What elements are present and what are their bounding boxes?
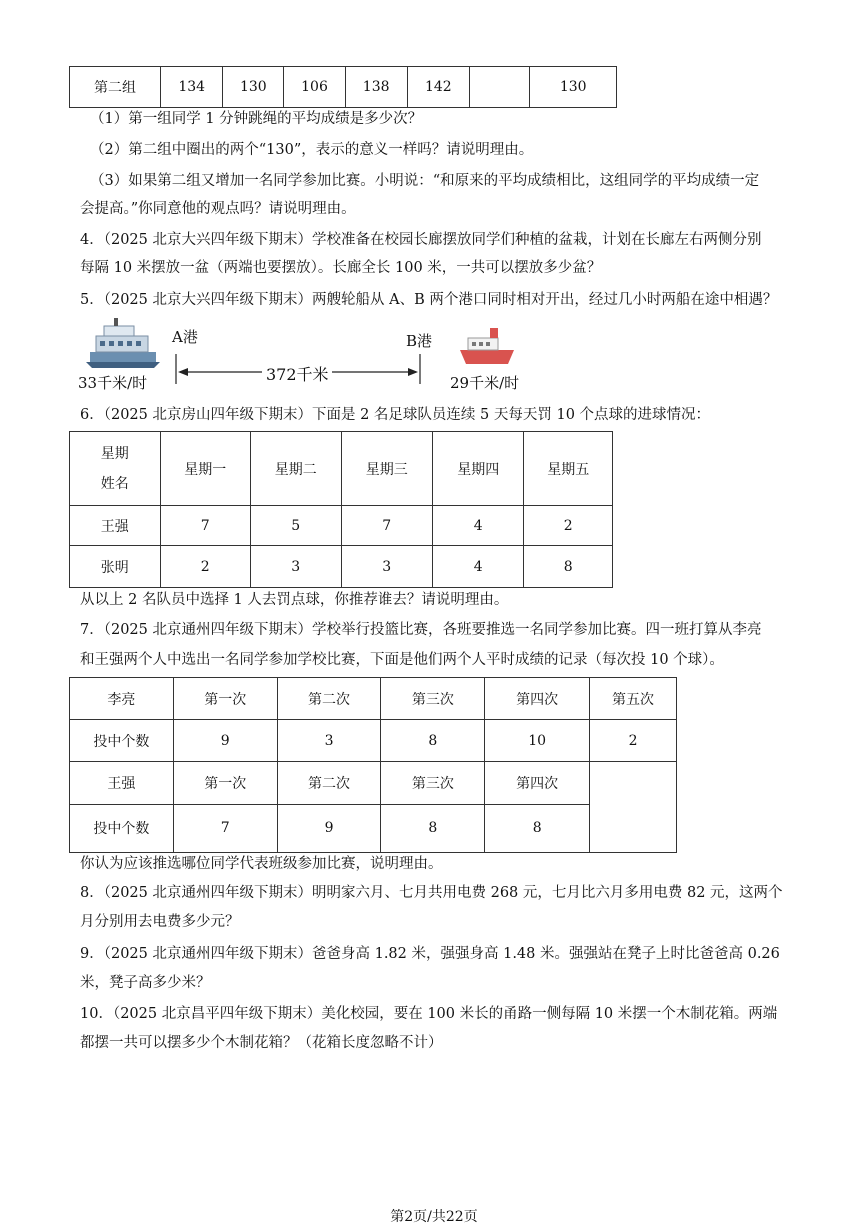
ship-b-icon [460, 328, 514, 364]
table-row [70, 67, 617, 108]
speed-a-label: 33千米/时 [78, 374, 148, 392]
question-9-line-2: 米，凳子高多少米？ [80, 975, 211, 991]
empty-cell [590, 762, 677, 853]
table-cell: 7 [341, 506, 432, 546]
header-cell: 第二次 [277, 762, 381, 804]
header-cell: 星期三 [341, 432, 432, 506]
table-cell: 3 [251, 546, 342, 588]
table-row [70, 546, 613, 588]
header-cell: 第四次 [485, 762, 590, 804]
table-row [70, 720, 677, 762]
table-cell: 8 [381, 804, 485, 852]
distance-label: 372千米 [266, 365, 329, 384]
row-name: 张明 [70, 546, 161, 588]
table-cell: 2 [160, 546, 251, 588]
port-b-label: B港 [406, 332, 433, 350]
corner-bottom-label: 姓名 [100, 475, 129, 492]
table-cell: 130 [223, 67, 284, 108]
header-cell: 星期一 [160, 432, 251, 506]
table-cell: 138 [345, 67, 407, 108]
header-cell: 第三次 [381, 678, 485, 720]
penalty-table [69, 431, 613, 588]
basketball-table [69, 677, 677, 853]
question-8-line-2: 月分别用去电费多少元？ [80, 914, 240, 930]
question-5: 5．（2025 北京大兴四年级下期末）两艘轮船从 A、B 两个港口同时相对开出，经过几小时两船在途中相遇？ [80, 292, 778, 308]
table-cell: 8 [524, 546, 613, 588]
port-a-label: A港 [172, 328, 198, 346]
header-cell: 星期二 [251, 432, 342, 506]
table-row [70, 678, 677, 720]
corner-top-label: 星期 [100, 445, 129, 462]
table-cell: 7 [160, 506, 251, 546]
player-name: 王强 [70, 762, 174, 804]
table-cell: 7 [173, 804, 277, 852]
table-cell [469, 67, 530, 108]
table-cell: 106 [284, 67, 345, 108]
table-cell: 8 [381, 720, 485, 762]
table-cell: 3 [277, 720, 381, 762]
question-10-line-1: 10．（2025 北京昌平四年级下期末）美化校园，要在 100 米长的甬路一侧每隔 10 米摆一个木制花箱。两端 [80, 1006, 778, 1022]
corner-cell [70, 432, 161, 506]
question-8-line-1: 8．（2025 北京通州四年级下期末）明明家六月、七月共用电费 268 元，七月比六月多用电费 82 元，这两个 [80, 885, 783, 901]
table-cell: 4 [432, 546, 523, 588]
table-cell: 10 [485, 720, 590, 762]
header-cell: 星期四 [432, 432, 523, 506]
question-7-tail: 你认为应该推选哪位同学代表班级参加比赛，说明理由。 [80, 856, 443, 872]
question-9-line-1: 9．（2025 北京通州四年级下期末）爸爸身高 1.82 米，强强身高 1.48 米。强强站在凳子上时比爸爸高 0.26 [80, 946, 780, 962]
table-cell: 2 [590, 720, 677, 762]
question-3-sub-2: （2）第二组中圈出的两个“130”，表示的意义一样吗？请说明理由。 [90, 142, 534, 158]
header-cell: 第一次 [173, 762, 277, 804]
question-6-tail: 从以上 2 名队员中选择 1 人去罚点球，你推荐谁去？请说明理由。 [80, 592, 509, 608]
row-label: 投中个数 [70, 804, 174, 852]
row-name: 王强 [70, 506, 161, 546]
header-cell: 第五次 [590, 678, 677, 720]
row-label: 第二组 [70, 67, 161, 108]
table-row [70, 804, 677, 852]
question-7-line-1: 7．（2025 北京通州四年级下期末）学校举行投篮比赛，各班要推选一名同学参加比赛。四一班打算从李亮 [80, 622, 762, 638]
jump-rope-table [69, 66, 617, 108]
ship-a-icon [86, 318, 160, 368]
table-row [70, 506, 613, 546]
table-row [70, 762, 677, 804]
speed-b-label: 29千米/时 [450, 374, 520, 392]
table-cell: 3 [341, 546, 432, 588]
question-3-sub-3-cont: 会提高。”你同意他的观点吗？请说明理由。 [80, 201, 356, 217]
table-cell: 8 [485, 804, 590, 852]
question-4-line-1: 4．（2025 北京大兴四年级下期末）学校准备在校园长廊摆放同学们种植的盆栽，计划在长廊左右两侧分别 [80, 232, 762, 248]
question-3-sub-1: （1）第一组同学 1 分钟跳绳的平均成绩是多少次？ [90, 111, 423, 127]
table-cell: 9 [173, 720, 277, 762]
question-6: 6．（2025 北京房山四年级下期末）下面是 2 名足球队员连续 5 天每天罚 10 个点球的进球情况： [80, 407, 711, 423]
question-10-line-2: 都摆一共可以摆多少个木制花箱？（花箱长度忽略不计） [80, 1035, 443, 1051]
page-footer: 第2页/共22页 [390, 1209, 478, 1225]
question-7-line-2: 和王强两个人中选出一名同学参加学校比赛，下面是他们两个人平时成绩的记录（每次投 10 个球）。 [80, 652, 724, 668]
table-cell: 142 [407, 67, 469, 108]
table-cell: 134 [161, 67, 223, 108]
header-cell: 第二次 [277, 678, 381, 720]
header-cell: 第三次 [381, 762, 485, 804]
table-row [70, 432, 613, 506]
table-cell: 5 [251, 506, 342, 546]
header-cell: 第一次 [173, 678, 277, 720]
player-name: 李亮 [70, 678, 174, 720]
row-label: 投中个数 [70, 720, 174, 762]
question-3-sub-3: （3）如果第二组又增加一名同学参加比赛。小明说：“和原来的平均成绩相比，这组同学的平均成绩一定 [90, 173, 760, 189]
header-cell: 星期五 [524, 432, 613, 506]
header-cell: 第四次 [485, 678, 590, 720]
table-cell: 130 [530, 67, 617, 108]
question-4-line-2: 每隔 10 米摆放一盆（两端也要摆放）。长廊全长 100 米，一共可以摆放多少盆？ [80, 260, 602, 276]
table-cell: 9 [277, 804, 381, 852]
boat-diagram [78, 316, 544, 392]
table-cell: 2 [524, 506, 613, 546]
table-cell: 4 [432, 506, 523, 546]
